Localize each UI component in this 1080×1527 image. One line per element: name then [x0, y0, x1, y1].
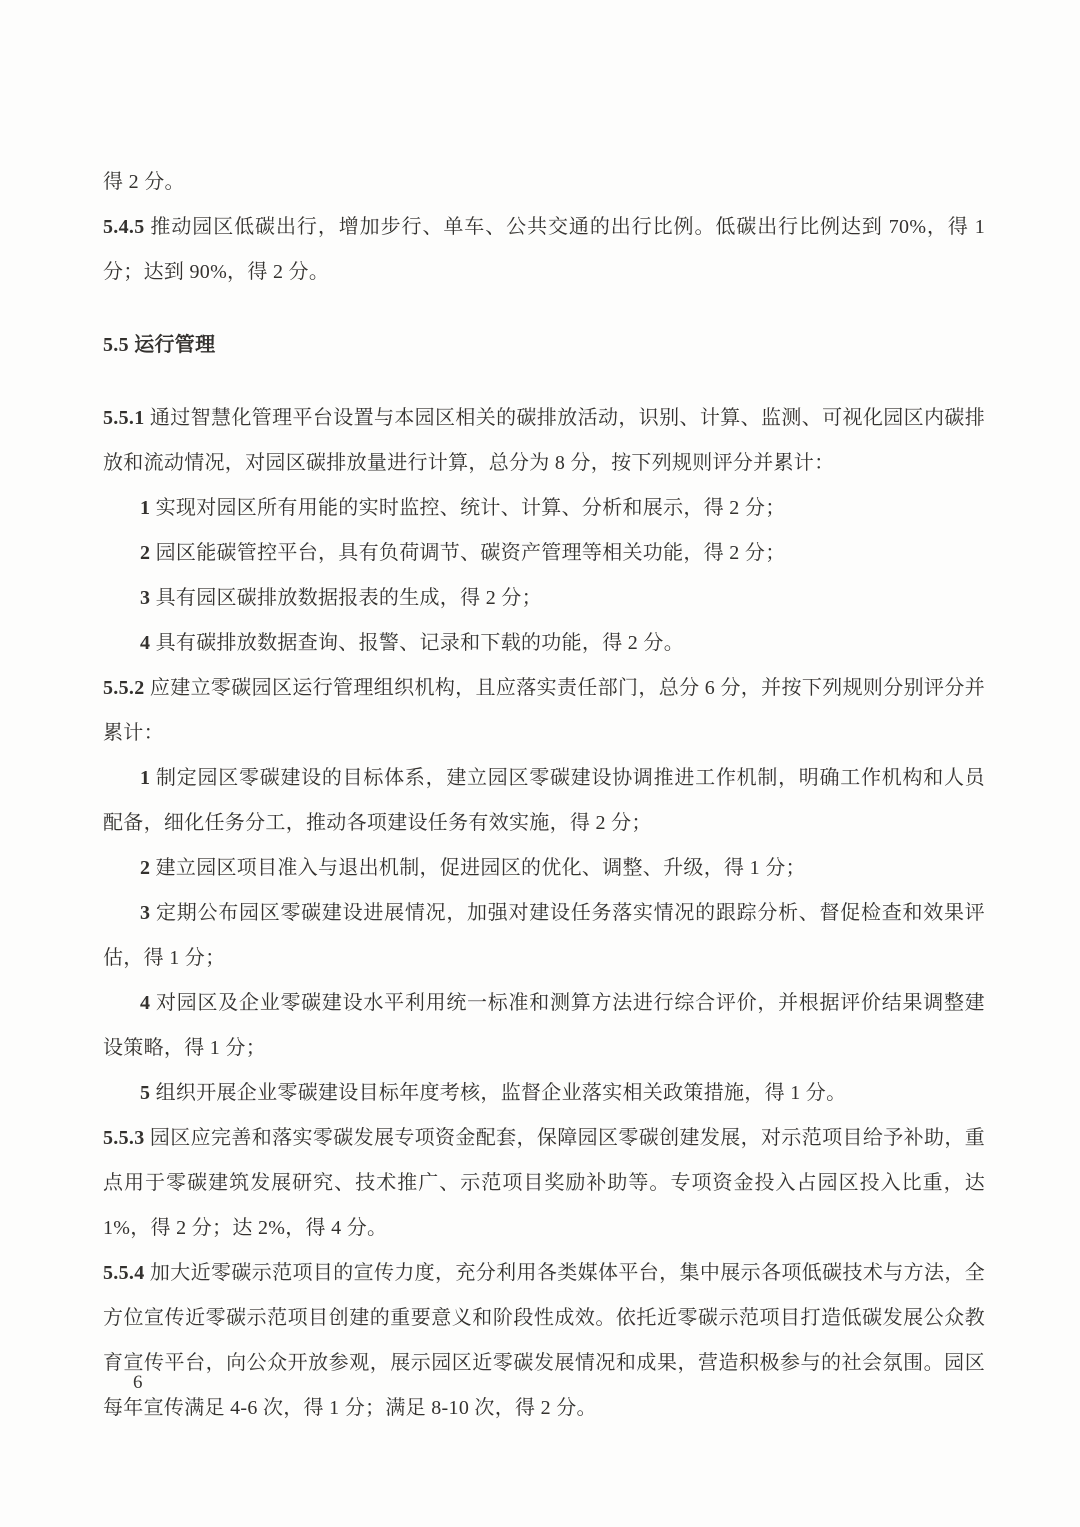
clause-number: 5.5.1: [103, 407, 145, 429]
scored-list-item: 3 具有园区碳排放数据报表的生成，得 2 分；: [140, 587, 542, 609]
scored-list-item: 1 制定园区零碳建设的目标体系，建立园区零碳建设协调推进工作机制，明确工作机构和人员配备，细化任务分工，推动各项建设任务有效实施，得 2 分；: [103, 767, 985, 834]
clause-paragraph: 5.5.4 加大近零碳示范项目的宣传力度，充分利用各类媒体平台，集中展示各项低碳技术与方法，全方位宣传近零碳示范项目创建的重要意义和阶段性成效。依托近零碳示范项目打造低碳发展公众教育宣传平台，向公众开放参观，展示园区近零碳发展情况和成果，营造积极参与的社会氛围。园区每年宣传满足 4-6 次，得 1 分；满足 8-10 次，得 2 分。: [103, 1262, 985, 1419]
item-number: 1: [140, 767, 151, 789]
item-number: 4: [140, 992, 151, 1014]
clause-paragraph: 5.4.5 推动园区低碳出行，增加步行、单车、公共交通的出行比例。低碳出行比例达到 70%，得 1 分；达到 90%，得 2 分。: [103, 216, 985, 283]
scored-list-item: 3 定期公布园区零碳建设进展情况，加强对建设任务落实情况的跟踪分析、督促检查和效果评估，得 1 分；: [103, 902, 985, 969]
section-heading: 5.5 运行管理: [103, 334, 216, 356]
scored-list-item: 5 组织开展企业零碳建设目标年度考核，监督企业落实相关政策措施，得 1 分。: [140, 1082, 847, 1104]
scored-list-item: 2 建立园区项目准入与退出机制，促进园区的优化、调整、升级，得 1 分；: [140, 857, 806, 879]
clause-number: 5.5.4: [103, 1262, 145, 1284]
clause-number: 5.5.3: [103, 1127, 145, 1149]
document-body: [103, 160, 985, 1431]
scored-list-item: 1 实现对园区所有用能的实时监控、统计、计算、分析和展示，得 2 分；: [140, 497, 786, 519]
item-number: 1: [140, 497, 151, 519]
scored-list-item: 2 园区能碳管控平台，具有负荷调节、碳资产管理等相关功能，得 2 分；: [140, 542, 786, 564]
item-number: 5: [140, 1082, 151, 1104]
clause-number: 5.4.5: [103, 216, 145, 238]
clause-paragraph: 5.5.1 通过智慧化管理平台设置与本园区相关的碳排放活动，识别、计算、监测、可视化园区内碳排放和流动情况，对园区碳排放量进行计算，总分为 8 分，按下列规则评分并累计：: [103, 407, 985, 474]
scored-list-item: 4 对园区及企业零碳建设水平利用统一标准和测算方法进行综合评价，并根据评价结果调整建设策略，得 1 分；: [103, 992, 985, 1059]
clause-number: 5.5.2: [103, 677, 145, 699]
page-number: 6: [133, 1372, 143, 1393]
item-number: 3: [140, 587, 151, 609]
clause-number: 5.5: [103, 334, 129, 356]
item-number: 3: [140, 902, 151, 924]
clause-paragraph: 5.5.3 园区应完善和落实零碳发展专项资金配套，保障园区零碳创建发展，对示范项目给予补助，重点用于零碳建筑发展研究、技术推广、示范项目奖励补助等。专项资金投入占园区投入比重，达 1%，得 2 分；达 2%，得 4 分。: [103, 1127, 985, 1239]
scored-list-item: 4 具有碳排放数据查询、报警、记录和下载的功能，得 2 分。: [140, 632, 685, 654]
item-number: 4: [140, 632, 151, 654]
item-number: 2: [140, 857, 151, 879]
clause-paragraph: 5.5.2 应建立零碳园区运行管理组织机构，且应落实责任部门，总分 6 分，并按下列规则分别评分并累计：: [103, 677, 985, 744]
continuation-paragraph: 得 2 分。: [103, 171, 185, 193]
item-number: 2: [140, 542, 151, 564]
